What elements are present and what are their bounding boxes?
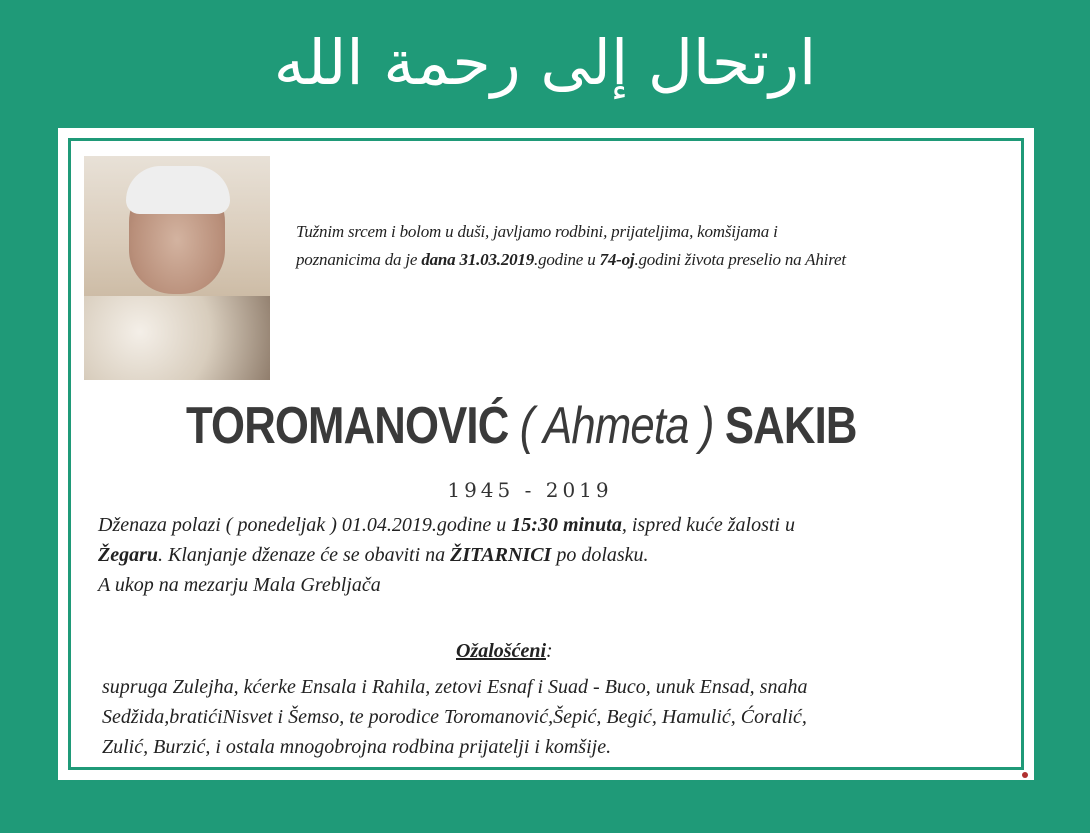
portrait-hair <box>126 166 230 214</box>
date-of-death: dana 31.03.2019 <box>421 250 535 269</box>
announcement-mid: .godine u <box>534 250 600 269</box>
announcement-text <box>296 218 936 274</box>
age-at-death: 74-oj <box>599 250 635 269</box>
mourners-line-2: Sedžida,bratićiNisvet i Šemso, te porodice Toromanović,Šepić, Begić, Hamulić, Ćoralić, <box>102 706 807 728</box>
mourners-list <box>102 672 1002 762</box>
funeral-prayer-text: . Klanjanje dženaze će se obaviti na <box>158 544 451 566</box>
funeral-time: 15:30 minuta <box>511 514 622 536</box>
mourners-heading <box>456 640 553 663</box>
announcement-pre: poznanicima da je <box>296 250 422 269</box>
burial-line: A ukop na mezarju Mala Grebljača <box>98 574 381 596</box>
funeral-home-place: Žegaru <box>98 544 158 566</box>
deceased-name <box>186 396 857 456</box>
funeral-location-pre: , ispred kuće žalosti u <box>621 514 795 536</box>
deceased-given-name: SAKIB <box>724 397 857 455</box>
funeral-details <box>98 510 1018 600</box>
funeral-prayer-place: ŽITARNICI <box>450 544 552 566</box>
announcement-post: .godini života preselio na Ahiret <box>634 250 846 269</box>
life-years: 1945 - 2019 <box>447 478 613 502</box>
mourners-line-1: supruga Zulejha, kćerke Ensala i Rahila, zetovi Esnaf i Suad - Buco, unuk Ensad, snaha <box>102 676 808 698</box>
mourners-heading-colon: : <box>546 640 553 662</box>
print-mark <box>1022 772 1028 778</box>
portrait-shirt <box>84 296 270 380</box>
announcement-line-1: Tužnim srcem i bolom u duši, javljamo rodbini, prijateljima, komšijama i <box>296 222 778 241</box>
father-name: ( Ahmeta ) <box>508 397 725 455</box>
deceased-portrait-photo <box>84 156 270 380</box>
funeral-departure: Dženaza polazi ( ponedeljak ) 01.04.2019.godine u <box>98 514 512 536</box>
arabic-calligraphy-header: ارتحال إلى رحمة الله <box>273 26 817 99</box>
mourners-line-3: Zulić, Burzić, i ostala mnogobrojna rodbina prijatelji i komšije. <box>102 736 612 758</box>
announcement-line-2 <box>296 246 936 274</box>
funeral-prayer-post: po dolasku. <box>551 544 649 566</box>
funeral-line-1 <box>98 510 1018 540</box>
mourners-heading-text: Ožalošćeni <box>456 640 546 662</box>
deceased-surname: TOROMANOVIĆ <box>186 397 509 455</box>
funeral-line-2 <box>98 540 1018 570</box>
